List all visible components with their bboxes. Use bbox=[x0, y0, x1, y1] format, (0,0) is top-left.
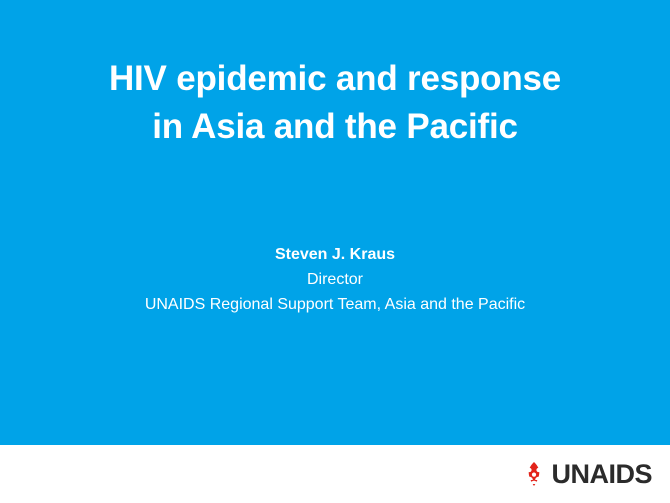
slide-footer bbox=[0, 445, 670, 503]
unaids-logo bbox=[519, 457, 652, 491]
unaids-logo-text: UNAIDS bbox=[551, 459, 652, 489]
unaids-ribbon-people-icon bbox=[519, 459, 549, 489]
presenter-block bbox=[0, 243, 670, 317]
slide-title bbox=[0, 55, 670, 151]
title-line-1: HIV epidemic and response bbox=[108, 59, 562, 98]
presenter-role: Director bbox=[306, 271, 363, 288]
presenter-organization: UNAIDS Regional Support Team, Asia and the Pacific bbox=[144, 296, 526, 313]
presenter-name: Steven J. Kraus bbox=[274, 246, 396, 263]
title-line-2: in Asia and the Pacific bbox=[152, 107, 518, 146]
